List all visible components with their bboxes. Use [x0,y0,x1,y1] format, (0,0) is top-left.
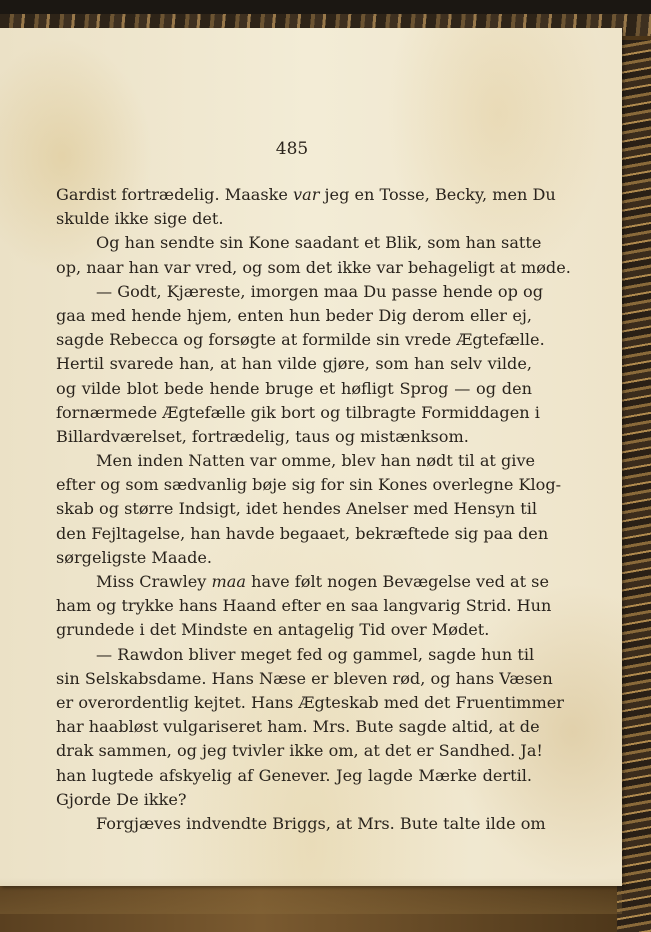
italic-text: maa [211,572,246,591]
text-line [56,328,545,352]
text-line [56,739,543,763]
text-run: — Rawdon bliver meget fed og gammel, sagde hun til [96,644,535,664]
text-line [56,764,532,788]
text-run: skab og større Indsigt, idet hendes Anelser med Hensyn til [56,499,537,519]
text-line [56,497,537,521]
text-run: fornærmede Ægtefælle gik bort og tilbragte Formiddagen i [56,402,540,422]
page-bottom-shade [0,878,622,914]
text-line [56,183,556,207]
text-line [56,691,564,715]
text-run: sin Selskabsdame. Hans Næse er bleven rød, og hans Væsen [56,668,553,688]
text-line [56,788,532,812]
text-line [56,207,532,231]
text-run: Gjorde De ikke? [56,789,187,809]
text-run: han lugtede afskyelig af Genever. Jeg lagde Mærke dertil. [56,765,532,785]
text-run: den Fejltagelse, han havde begaaet, bekræftede sig paa den [56,523,549,543]
text-run: sørgeligste Maade. [56,547,213,567]
text-run: jeg en Tosse, Becky, men Du [319,185,556,204]
text-line [56,522,549,546]
text-run: har haabløst vulgariseret ham. Mrs. Bute sagde altid, at de [56,717,540,737]
text-run: Forgjæves indvendte Briggs, at Mrs. Bute talte ilde om [96,813,546,833]
text-run: op, naar han var vred, og som det ikke var behageligt at møde. [56,257,571,277]
text-line [56,618,532,642]
text-run: ham og trykke hans Haand efter en saa langvarig Strid. Hun [56,596,552,616]
text-line [56,256,571,280]
text-run: Hertil svarede han, at han vilde gjøre, som han selv vilde, [56,354,532,374]
text-line [56,643,535,667]
text-run: efter og som sædvanlig bøje sig for sin Kones overlegne Klog- [56,475,562,495]
text-run: drak sammen, og jeg tvivler ikke om, at det er Sandhed. Ja! [56,741,543,761]
text-line [56,401,540,425]
text-run: sagde Rebecca og forsøgte at formilde sin vrede Ægtefælle. [56,330,545,350]
text-line [56,812,546,836]
text-line [56,667,553,691]
marbled-side-edge [617,40,651,932]
text-run: skulde ikke sige det. [56,209,224,229]
text-run: Miss Crawley [96,572,212,591]
book-page [0,28,622,886]
text-line [56,231,542,255]
text-line [56,570,549,594]
text-run: grundede i det Mindste en antagelig Tid over Mødet. [56,620,490,640]
page-number: 485 [275,139,309,159]
text-run: er overordentlig kejtet. Hans Ægteskab med det Fruentimmer [56,692,564,712]
text-run: og vilde blot bede hende bruge et høfligt Sprog — og den [56,378,532,398]
italic-text: var [293,185,320,204]
text-run: Billardværelset, fortrædelig, taus og mistænksom. [56,426,469,446]
text-run: Men inden Natten var omme, blev han nødt til at give [96,451,536,471]
text-line [56,425,532,449]
page-text [56,183,571,836]
text-run: Og han sendte sin Kone saadant et Blik, som han satte [96,233,542,253]
text-line [56,594,552,618]
text-line [56,280,543,304]
text-line [56,449,536,473]
text-line [56,352,532,376]
text-run: — Godt, Kjæreste, imorgen maa Du passe hende op og [96,281,543,301]
text-line [56,546,532,570]
text-line [56,715,540,739]
text-run: gaa med hende hjem, enten hun beder Dig derom eller ej, [56,305,532,325]
text-line [56,473,562,497]
text-line [56,377,532,401]
text-run: Gardist fortrædelig. Maaske [56,185,294,204]
text-run: have følt nogen Bevægelse ved at se [245,572,549,591]
text-line [56,304,532,328]
